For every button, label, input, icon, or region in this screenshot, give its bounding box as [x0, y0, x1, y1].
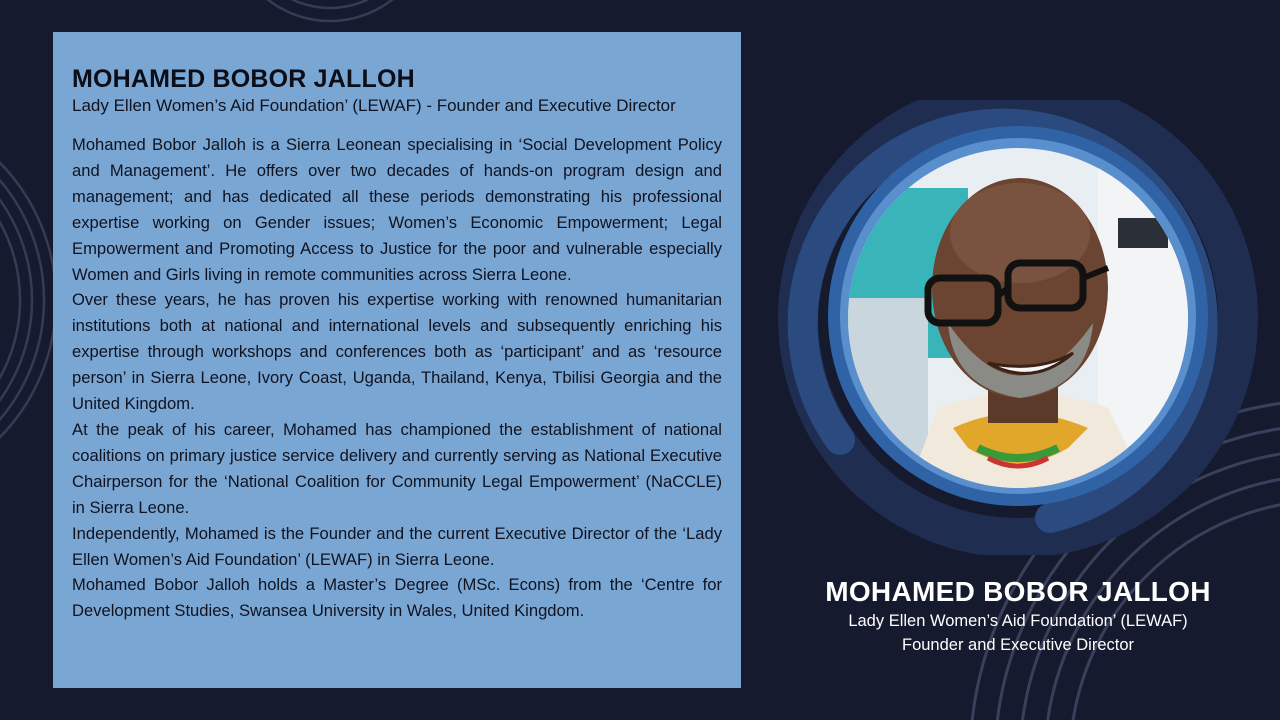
bio-paragraph: At the peak of his career, Mohamed has championed the establishment of national coalitions on primary justice service delivery and currently serving as National Executive Chairperson for the ‘National Coalition for Community Legal Empowerment’ (NaCCLE) in Sierra Leone. — [72, 419, 722, 517]
caption-organization: Lady Ellen Women’s Aid Foundation’ (LEWAF) — [848, 612, 1188, 630]
bio-paragraph: Mohamed Bobor Jalloh holds a Master’s Degree (MSc. Econs) from the ‘Centre for Development Studies, Swansea University in Wales, United Kingdom. — [72, 575, 722, 621]
bio-paragraph: Over these years, he has proven his expertise working with renowned humanitarian institutions both at national and international levels and subsequently enriching his expertise through workshops and conferences both as ‘participant’ and as ‘resource person’ in Sierra Leone, Ivory Coast, Uganda, Thailand, Kenya, Tbilisi Georgia and the United Kingdom. — [72, 290, 722, 414]
bio-card — [53, 32, 741, 688]
portrait-photo — [848, 148, 1188, 488]
bio-name: MOHAMED BOBOR JALLOH — [72, 65, 415, 93]
caption-name: MOHAMED BOBOR JALLOH — [825, 576, 1211, 607]
bio-role: Lady Ellen Women’s Aid Foundation’ (LEWAF) - Founder and Executive Director — [72, 96, 676, 115]
caption-title: Founder and Executive Director — [901, 636, 1135, 654]
bio-paragraph: Independently, Mohamed is the Founder and the current Executive Director of the ‘Lady Ellen Women’s Aid Foundation’ (LEWAF) in Sierra Leone. — [72, 523, 722, 569]
caption — [778, 575, 1258, 657]
bio-paragraph: Mohamed Bobor Jalloh is a Sierra Leonean specialising in ‘Social Development Policy and Management’. He offers over two decades of hands-on program design and management; and has dedicated all these periods demonstrating his professional expertise working on Gender issues; Women’s Economic Empowerment; Legal Empowerment and Promoting Access to Justice for the poor and vulnerable especially Women and Girls living in remote communities across Sierra Leone. — [72, 135, 722, 284]
portrait-image — [848, 148, 1188, 488]
